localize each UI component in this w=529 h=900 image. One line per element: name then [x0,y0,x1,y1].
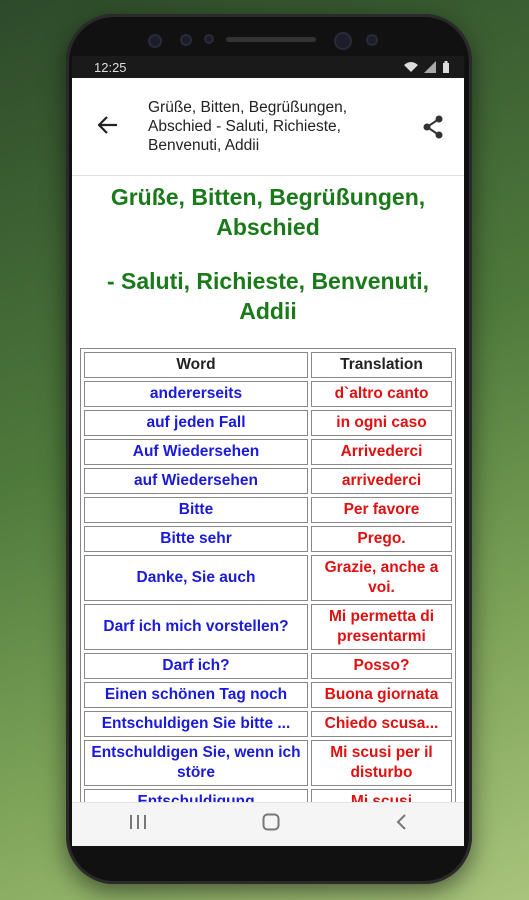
table-row[interactable] [84,381,452,407]
column-header-word: Word [84,352,308,378]
translation-cell: Grazie, anche a voi. [311,555,452,601]
german-heading: Grüße, Bitten, Begrüßungen, Abschied [110,184,426,240]
translation-cell: Prego. [311,526,452,552]
word-cell: Bitte sehr [84,526,308,552]
wifi-icon [404,62,418,73]
table-header-row [84,352,452,378]
translation-cell: Mi scusi per il disturbo [311,740,452,786]
table-row[interactable] [84,439,452,465]
word-cell: Entschuldigen Sie bitte ... [84,711,308,737]
status-time: 12:25 [94,59,127,75]
app-screen [72,56,464,846]
content-area [72,176,464,819]
word-cell: Danke, Sie auch [84,555,308,601]
word-cell: Auf Wiedersehen [84,439,308,465]
app-bar [72,78,464,176]
back-button[interactable] [98,113,128,141]
recents-icon [129,814,147,830]
speaker-grille [226,37,316,42]
share-icon [422,115,444,139]
word-cell: auf Wiedersehen [84,468,308,494]
italian-heading: - Saluti, Richieste, Benvenuti, Addii [106,268,430,324]
word-cell: Entschuldigen Sie, wenn ich störe [84,740,308,786]
word-cell: andererseits [84,381,308,407]
table-row[interactable] [84,497,452,523]
signal-icon [424,61,436,73]
translation-cell: arrivederci [311,468,452,494]
translation-cell: Arrivederci [311,439,452,465]
table-row[interactable] [84,740,452,786]
sensor-icon [204,34,214,44]
recents-button[interactable] [129,814,147,835]
home-icon [262,813,280,831]
translation-cell: d`altro canto [311,381,452,407]
nav-back-button[interactable] [395,813,407,836]
translation-cell: Buona giornata [311,682,452,708]
translation-cell: Per favore [311,497,452,523]
table-row[interactable] [84,526,452,552]
status-bar [72,56,464,78]
table-row[interactable] [84,555,452,601]
word-cell: Bitte [84,497,308,523]
column-header-translation: Translation [311,352,452,378]
table-row[interactable] [84,682,452,708]
system-nav-bar [72,802,464,846]
nav-back-icon [395,813,407,831]
arrow-back-icon [98,116,118,134]
front-camera-icon [334,32,352,50]
vocab-table [80,348,456,819]
home-button[interactable] [262,813,280,836]
word-cell: auf jeden Fall [84,410,308,436]
table-row[interactable] [84,653,452,679]
translation-cell: Chiedo scusa... [311,711,452,737]
word-cell: Darf ich mich vorstellen? [84,604,308,650]
status-icons [404,61,450,73]
sensor-icon [148,34,162,48]
page-title: Grüße, Bitten, Begrüßungen, Abschied - Saluti, Richieste, Benvenuti, Addii [148,99,348,154]
table-row[interactable] [84,711,452,737]
word-cell: Einen schönen Tag noch [84,682,308,708]
translation-cell: in ogni caso [311,410,452,436]
translation-cell: Mi permetta di presentarmi [311,604,452,650]
table-row[interactable] [84,604,452,650]
sensor-icon [180,34,192,46]
word-cell: Darf ich? [84,653,308,679]
phone-top-bezel [66,14,472,58]
table-row[interactable] [84,468,452,494]
table-row[interactable] [84,410,452,436]
translation-cell: Posso? [311,653,452,679]
sensor-icon [366,34,378,46]
share-button[interactable] [414,115,444,139]
battery-icon [442,61,450,73]
